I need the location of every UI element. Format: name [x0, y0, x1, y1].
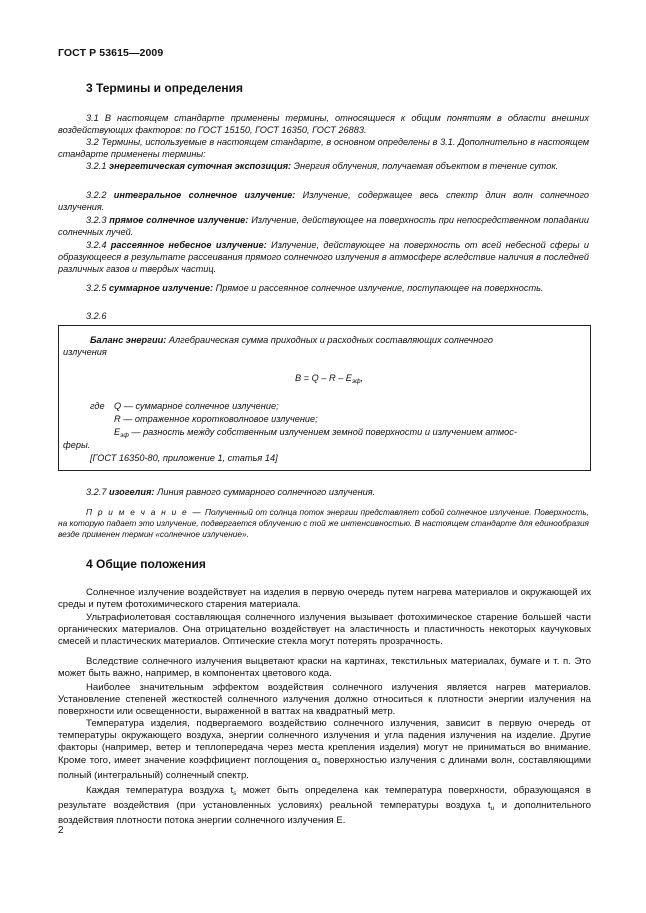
note-text: Полученный от солнца поток энергии представляет собой солнечное излучение. Поверхность, на которую падает это излучение, подвергается облучению с той же интенсивностью. В настоящем стандарте для единообразия везде применен термин «солнечное излучение».: [58, 507, 589, 539]
note-paragraph: [58, 507, 589, 540]
term-3-2-3: [58, 215, 589, 239]
term-definition: Прямое и рассеянное солнечное излучение, поступающее на поверхность.: [215, 283, 544, 293]
term-definition: Энергия облучения, получаемая объектом в течение суток.: [293, 161, 559, 171]
paragraph-4-5: Температура изделия, подвергаемого воздействию солнечного излучения, зависит в первую очередь от температуры окружающего воздуха, энергии солнечного излучения и угла падения излучения на изделие. Другие факторы (например, ветер и теплопередача через места крепления изделия) могут не приниматься во внимание. Кроме того, имеет значение коэффициент поглощения $\alpha_s$ поверхностью излучения с длинами волн, составляющими полный (интегральный) солнечный спектр.: [58, 718, 592, 781]
legend-r: R — отраженное коротковолновое излучение;: [114, 414, 318, 424]
box-definition-line-1: Баланс энергии: Алгебраическая сумма приходных и расходных составляющих солнечного: [90, 335, 493, 345]
term-name: энергетическая суточная экспозиция:: [109, 161, 292, 171]
term-3-2-6-number: 3.2.6: [86, 311, 107, 321]
legend-e: $E_{эф}$ — разность между собственным излучением земной поверхности и излучением атмос-: [114, 427, 517, 439]
term-name: изогелия:: [109, 487, 155, 497]
paragraph-3-1: 3.1 В настоящем стандарте применены термины, относящиеся к общим понятиям в области внешних воздействующих факторов: по ГОСТ 15150, ГОСТ 16350, ГОСТ 26883.: [58, 113, 589, 135]
box-term: Баланс энергии:: [90, 335, 167, 345]
paragraph-4-6: Каждая температура воздуха $t_s$ может быть определена как температура поверхности, образующаяся в результате воздействия (при установленных условиях) реальной температуры воздуха $t_u$ и дополнительного воздействия плотности потока энергии солнечного излучения E.: [58, 785, 591, 827]
energy-balance-box: [58, 325, 591, 471]
paragraph-4-2: Ультрафиолетовая составляющая солнечного излучения вызывает фотохимическое старение большей части органических материалов. Она отрицательно воздействует на эластичность и пластичность некоторых каучуковых смесей и пластических материалов. Оптические стекла могут потерять прозрачность.: [58, 612, 591, 648]
energy-balance-formula: $B = Q - R - E_{эф}$,: [295, 373, 364, 385]
term-3-2-5: [58, 283, 589, 295]
term-number: 3.2.3: [86, 215, 107, 225]
term-name: суммарное излучение:: [109, 283, 214, 293]
term-name: прямое солнечное излучение:: [109, 215, 249, 225]
term-3-2-4: [58, 240, 589, 276]
section-3-title: 3 Термины и определения: [86, 81, 244, 95]
document-id-header: ГОСТ Р 53615—2009: [58, 47, 164, 59]
term-3-2-1: [58, 161, 589, 173]
note-label: П р и м е ч а н и е —: [86, 507, 203, 517]
paragraph-4-3: Вследствие солнечного излучения выцветают краски на картинах, текстильных материалах, бумаге и т. п. Это может быть важно, например, в компонентах цветового кода.: [58, 656, 591, 680]
legend-q: Q — суммарное солнечное излучение;: [114, 401, 279, 411]
term-definition: Излучение, действующее на поверхность от всей небесной сферы и образующееся в результате рассеивания прямого солнечного излучения в атмосфере вследствие наличия в последней различных газов и твердых частиц.: [58, 240, 589, 274]
term-name: рассеянное небесное излучение:: [110, 240, 267, 250]
page-number: 2: [58, 825, 64, 836]
term-definition: Излучение, содержащее весь спектр длин волн солнечного излучения.: [58, 190, 589, 212]
term-definition: Излучение, действующее на поверхность при непосредственном попадании солнечных лучей.: [58, 215, 590, 237]
paragraph-4-1: Солнечное излучение воздействует на изделия в первую очередь путем нагрева материалов и окружающей их среды и путем фотохимического старения материала.: [58, 587, 591, 611]
term-name: интегральное солнечное излучение:: [113, 190, 296, 200]
term-number: 3.2.5: [86, 283, 107, 293]
term-number: 3.2.4: [86, 240, 107, 250]
term-definition: Линия равного суммарного солнечного излучения.: [157, 487, 376, 497]
where-label: где: [90, 401, 105, 411]
section-4-title: 4 Общие положения: [86, 557, 206, 571]
term-3-2-2: [58, 190, 589, 214]
paragraph-3-2: 3.2 Термины, используемые в настоящем стандарте, в основном определены в 3.1. Дополнительно в настоящем стандарте применены термины:: [58, 137, 589, 159]
box-source-reference: [ГОСТ 16350-80, приложение 1, статья 14]: [90, 453, 278, 463]
term-3-2-7: [58, 487, 589, 499]
box-definition-line-2: излучения: [63, 347, 107, 357]
legend-e-continued: феры.: [63, 440, 91, 450]
term-number: 3.2.7: [86, 487, 107, 497]
term-number: 3.2.2: [86, 190, 107, 200]
paragraph-4-4: Наиболее значительным эффектом воздействия солнечного излучения является нагрев материалов. Установление степеней жесткостей солнечного излучения должно относиться к плотности энергии излучения на поверхности или освещенности, выраженной в ваттах на квадратный метр.: [58, 682, 591, 718]
term-number: 3.2.1: [86, 161, 107, 171]
